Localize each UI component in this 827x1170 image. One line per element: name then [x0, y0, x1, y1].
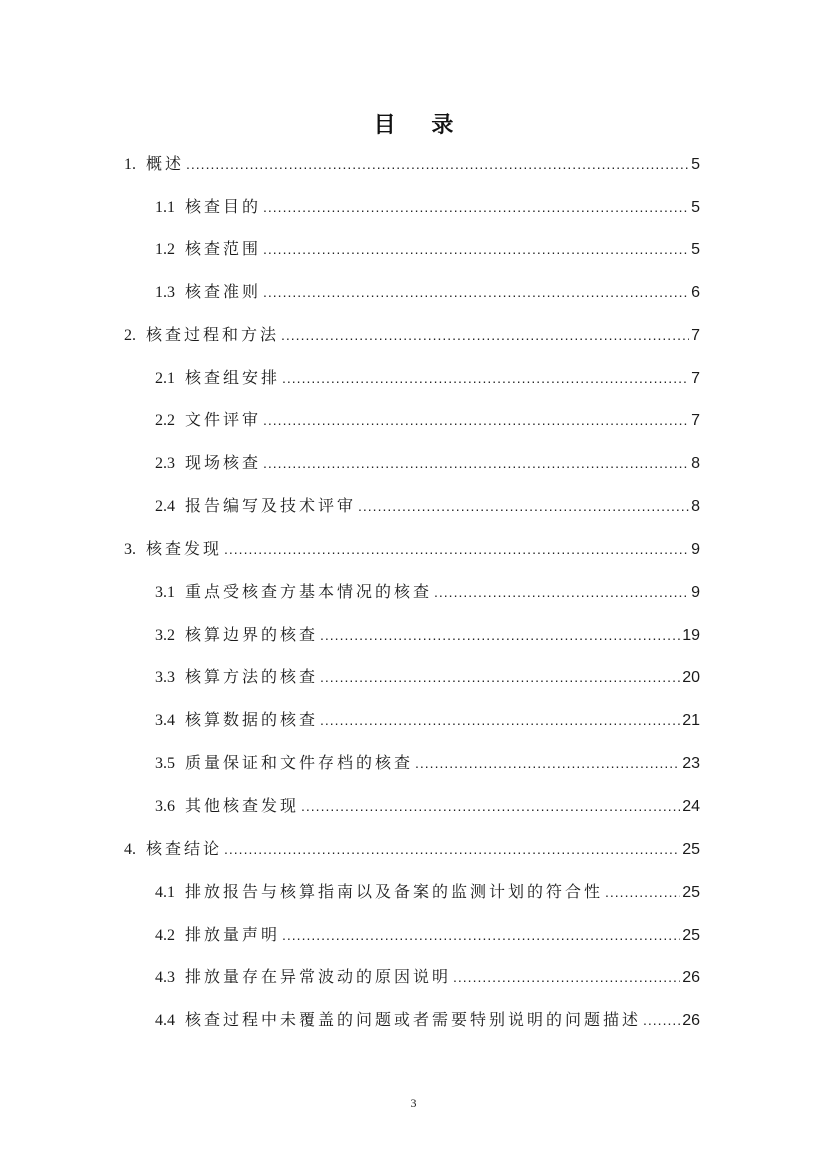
- toc-entry-page: 9: [691, 584, 700, 601]
- toc-entry-title: 核算边界的核查: [185, 625, 319, 644]
- toc-leader-dots: [186, 151, 689, 177]
- toc-entry-title: 排放报告与核算指南以及备案的监测计划的符合性: [185, 882, 604, 901]
- toc-entry-title: 质量保证和文件存档的核查: [185, 753, 414, 772]
- toc-leader-dots: [434, 579, 689, 605]
- toc-entry-number: 3.3: [155, 669, 175, 686]
- toc-entry-title: 报告编写及技术评审: [185, 496, 357, 515]
- toc-entry-page: 26: [682, 969, 700, 986]
- toc-entry-page: 9: [691, 541, 700, 558]
- toc-entry-title: 概述: [146, 154, 185, 173]
- toc-entry-number: 3.6: [155, 798, 175, 815]
- toc-entry-page: 5: [691, 156, 700, 173]
- toc-leader-dots: [320, 622, 680, 648]
- toc-entry[interactable]: [0, 322, 827, 348]
- toc-entry-page: 20: [682, 669, 700, 686]
- toc-entry-title: 核算方法的核查: [185, 667, 319, 686]
- toc-entry[interactable]: [0, 750, 827, 776]
- toc-entry[interactable]: [0, 1007, 827, 1033]
- toc-entry[interactable]: [0, 964, 827, 990]
- toc-entry-number: 1.: [124, 156, 136, 173]
- toc-entry-page: 21: [682, 712, 700, 729]
- toc-entry[interactable]: [0, 879, 827, 905]
- toc-entry-number: 2.3: [155, 455, 175, 472]
- toc-entry-number: 4.1: [155, 884, 175, 901]
- toc-entry-number: 2.: [124, 327, 136, 344]
- toc-entry-page: 7: [691, 370, 700, 387]
- toc-entry[interactable]: [0, 450, 827, 476]
- toc-entry-number: 1.3: [155, 284, 175, 301]
- toc-leader-dots: [301, 793, 680, 819]
- toc-entry-page: 26: [682, 1012, 700, 1029]
- toc-entry[interactable]: [0, 664, 827, 690]
- toc-entry-number: 3.2: [155, 627, 175, 644]
- toc-leader-dots: [281, 322, 689, 348]
- toc-entry-title: 现场核查: [185, 453, 262, 472]
- toc-entry-page: 23: [682, 755, 700, 772]
- toc-entry-page: 7: [691, 327, 700, 344]
- toc-entry-title: 核查目的: [185, 197, 262, 216]
- toc-entry-page: 8: [691, 455, 700, 472]
- toc-entry-number: 1.2: [155, 241, 175, 258]
- toc-entry-title: 核查过程中未覆盖的问题或者需要特别说明的问题描述: [185, 1010, 642, 1029]
- toc-entry-page: 25: [682, 841, 700, 858]
- page-number: 3: [410, 1096, 417, 1110]
- toc-leader-dots: [263, 450, 689, 476]
- toc-entry-page: 5: [691, 199, 700, 216]
- toc-entry-title: 核查准则: [185, 282, 262, 301]
- toc-entry-page: 6: [691, 284, 700, 301]
- toc-leader-dots: [453, 964, 680, 990]
- toc-entry-title: 其他核查发现: [185, 796, 300, 815]
- toc-entry-number: 2.4: [155, 498, 175, 515]
- toc-entry-number: 4.3: [155, 969, 175, 986]
- toc-entry-page: 5: [691, 241, 700, 258]
- toc-entry-number: 3.5: [155, 755, 175, 772]
- toc-entry[interactable]: [0, 236, 827, 262]
- toc-entry-number: 4.: [124, 841, 136, 858]
- toc-entry-title: 排放量声明: [185, 925, 281, 944]
- toc-entry-title: 排放量存在异常波动的原因说明: [185, 967, 452, 986]
- toc-entry-number: 1.1: [155, 199, 175, 216]
- toc-leader-dots: [224, 836, 680, 862]
- toc-leader-dots: [263, 407, 689, 433]
- toc-leader-dots: [263, 236, 689, 262]
- toc-entry[interactable]: [0, 707, 827, 733]
- toc-entry-title: 核查范围: [185, 239, 262, 258]
- toc-entry[interactable]: [0, 922, 827, 948]
- toc-entry-number: 2.1: [155, 370, 175, 387]
- toc-entry-page: 19: [682, 627, 700, 644]
- toc-entry[interactable]: [0, 279, 827, 305]
- toc-entry-title: 文件评审: [185, 410, 262, 429]
- toc-entry[interactable]: [0, 407, 827, 433]
- toc-entry-title: 核算数据的核查: [185, 710, 319, 729]
- toc-leader-dots: [605, 879, 680, 905]
- toc-leader-dots: [224, 536, 689, 562]
- toc-entry-title: 核查发现: [146, 539, 223, 558]
- toc-entry-page: 24: [682, 798, 700, 815]
- toc-leader-dots: [282, 365, 689, 391]
- toc-entry-page: 25: [682, 884, 700, 901]
- toc-entry-number: 3.4: [155, 712, 175, 729]
- toc-leader-dots: [415, 750, 680, 776]
- toc-entry[interactable]: [0, 579, 827, 605]
- toc-leader-dots: [263, 279, 689, 305]
- toc-entry-title: 重点受核查方基本情况的核查: [185, 582, 433, 601]
- toc-entry[interactable]: [0, 151, 827, 177]
- toc-leader-dots: [320, 707, 680, 733]
- toc-entry-title: 核查组安排: [185, 368, 281, 387]
- toc-entry-number: 2.2: [155, 412, 175, 429]
- toc-entry-page: 8: [691, 498, 700, 515]
- toc-leader-dots: [643, 1007, 680, 1033]
- toc-leader-dots: [282, 922, 680, 948]
- toc-entry[interactable]: [0, 365, 827, 391]
- toc-entry[interactable]: [0, 493, 827, 519]
- toc-entry-number: 4.4: [155, 1012, 175, 1029]
- toc-entry-page: 25: [682, 927, 700, 944]
- toc-entry-title: 核查结论: [146, 839, 223, 858]
- toc-entry[interactable]: [0, 622, 827, 648]
- toc-title: 目 录: [373, 113, 468, 138]
- toc-entry-number: 3.1: [155, 584, 175, 601]
- toc-entry-title: 核查过程和方法: [146, 325, 280, 344]
- toc-entry[interactable]: [0, 536, 827, 562]
- toc-leader-dots: [320, 664, 680, 690]
- toc-leader-dots: [358, 493, 689, 519]
- toc-entry[interactable]: [0, 194, 827, 220]
- toc-entry[interactable]: [0, 836, 827, 862]
- toc-entry-page: 7: [691, 412, 700, 429]
- toc-entry[interactable]: [0, 793, 827, 819]
- toc-entry-number: 4.2: [155, 927, 175, 944]
- toc-entry-number: 3.: [124, 541, 136, 558]
- toc-leader-dots: [263, 194, 689, 220]
